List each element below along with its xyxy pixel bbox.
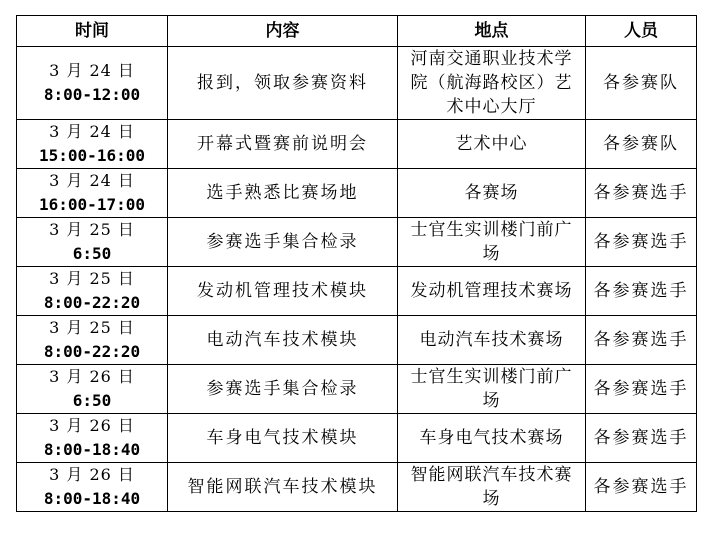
time-cell [17,316,168,365]
people-cell: 各参赛选手 [586,218,697,267]
time-range-text: 6:50 [72,244,112,263]
time-range-text: 16:00-17:00 [39,195,145,214]
content-cell: 智能网联汽车技术模块 [168,463,398,512]
content-cell: 电动汽车技术模块 [168,316,398,365]
people-cell: 各参赛选手 [586,169,697,218]
time-range-text: 8:00-22:20 [43,342,141,361]
time-cell [17,169,168,218]
table-row [17,169,697,218]
place-cell: 电动汽车技术赛场 [398,316,586,365]
table-row [17,218,697,267]
time-range-text: 15:00-16:00 [39,146,145,165]
date-text: 3 月 25 日 [49,269,135,288]
time-cell [17,414,168,463]
date-text: 3 月 25 日 [49,220,135,239]
time-range-text: 8:00-18:40 [43,440,141,459]
people-cell: 各参赛选手 [586,365,697,414]
content-cell: 选手熟悉比赛场地 [168,169,398,218]
time-cell [17,47,168,120]
table-row [17,365,697,414]
content-cell: 车身电气技术模块 [168,414,398,463]
schedule-table [16,15,697,512]
time-range-text: 8:00-12:00 [43,85,141,104]
header-time: 时间 [17,16,168,47]
place-cell: 智能网联汽车技术赛场 [398,463,586,512]
place-cell: 艺术中心 [398,120,586,169]
time-cell [17,463,168,512]
table-row [17,316,697,365]
header-row [17,16,697,47]
table-row [17,463,697,512]
table-row [17,267,697,316]
people-cell: 各参赛队 [586,120,697,169]
date-text: 3 月 24 日 [49,122,135,141]
time-range-text: 8:00-18:40 [43,489,141,508]
place-cell: 河南交通职业技术学院（航海路校区）艺术中心大厅 [398,47,586,120]
time-cell [17,120,168,169]
time-cell [17,365,168,414]
content-cell: 参赛选手集合检录 [168,218,398,267]
place-cell: 士官生实训楼门前广场 [398,218,586,267]
people-cell: 各参赛选手 [586,267,697,316]
people-cell: 各参赛选手 [586,316,697,365]
time-cell [17,267,168,316]
date-text: 3 月 24 日 [49,61,135,80]
content-cell: 开幕式暨赛前说明会 [168,120,398,169]
content-cell: 参赛选手集合检录 [168,365,398,414]
content-cell: 发动机管理技术模块 [168,267,398,316]
table-row [17,120,697,169]
header-content: 内容 [168,16,398,47]
place-cell: 车身电气技术赛场 [398,414,586,463]
header-place: 地点 [398,16,586,47]
table-row [17,414,697,463]
time-range-text: 6:50 [72,391,112,410]
date-text: 3 月 26 日 [49,367,135,386]
time-cell [17,218,168,267]
header-people: 人员 [586,16,697,47]
date-text: 3 月 24 日 [49,171,135,190]
place-cell: 各赛场 [398,169,586,218]
date-text: 3 月 26 日 [49,416,135,435]
place-cell: 发动机管理技术赛场 [398,267,586,316]
content-cell: 报到，领取参赛资料 [168,47,398,120]
date-text: 3 月 25 日 [49,318,135,337]
time-range-text: 8:00-22:20 [43,293,141,312]
people-cell: 各参赛选手 [586,463,697,512]
date-text: 3 月 26 日 [49,465,135,484]
people-cell: 各参赛队 [586,47,697,120]
place-cell: 士官生实训楼门前广场 [398,365,586,414]
table-row [17,47,697,120]
people-cell: 各参赛选手 [586,414,697,463]
